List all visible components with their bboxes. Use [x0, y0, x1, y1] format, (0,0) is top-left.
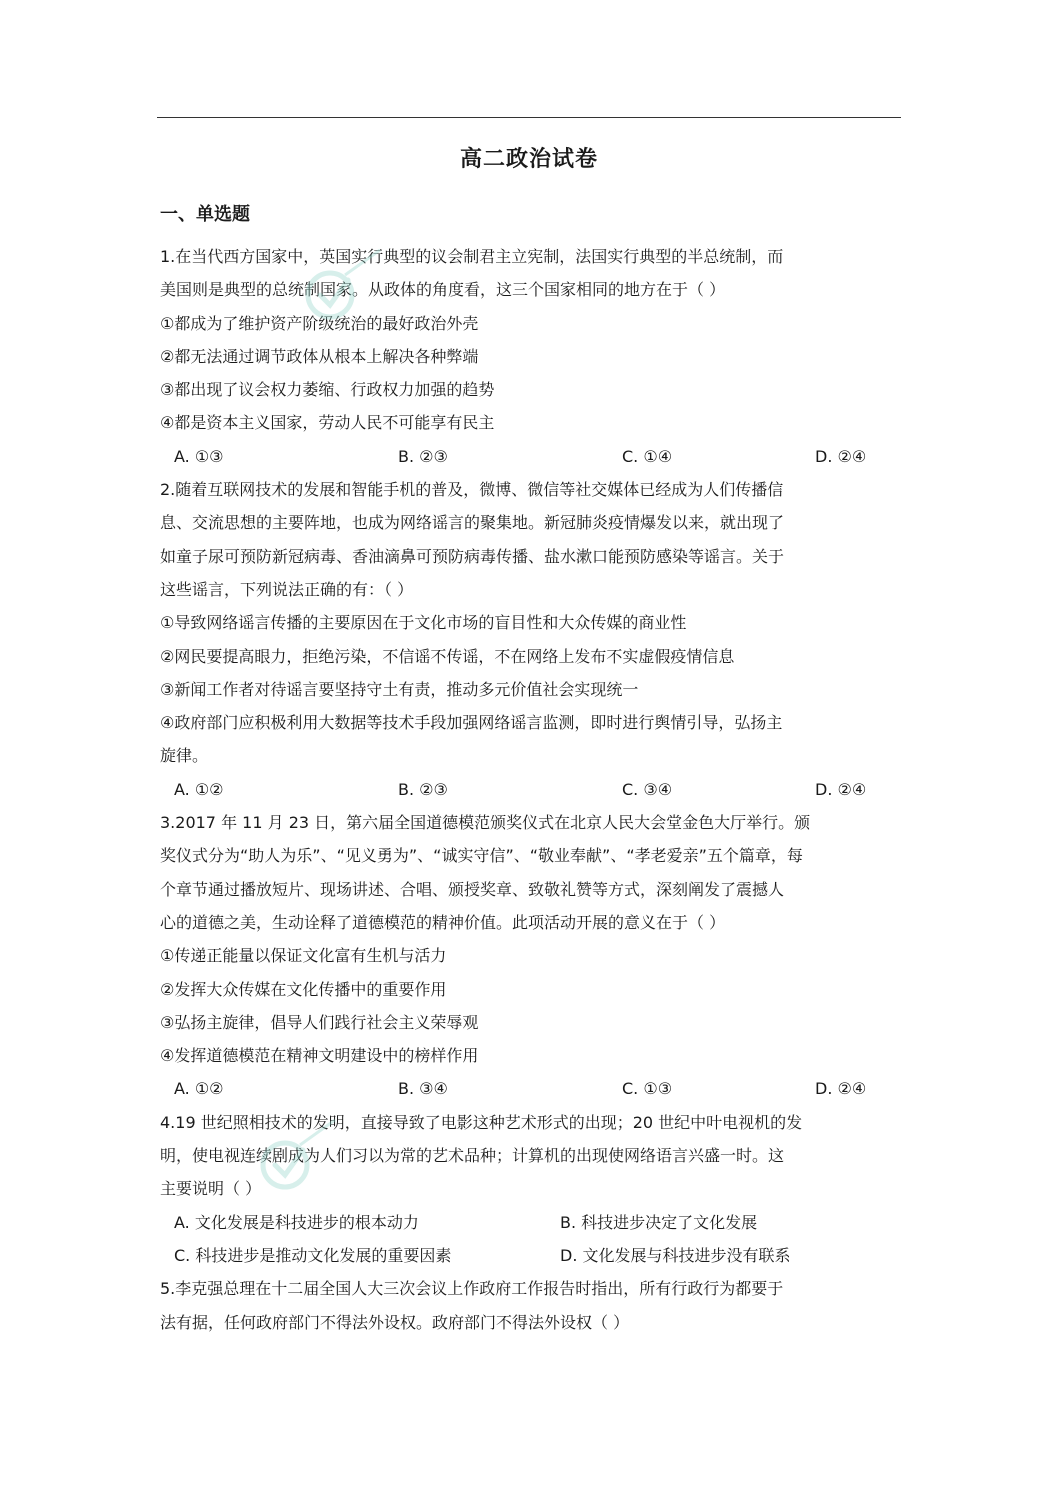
- options-row: [160, 1072, 900, 1105]
- options-row: [160, 773, 900, 806]
- statement: ①传递正能量以保证文化富有生机与活力: [160, 946, 447, 966]
- option-b: B. ③④: [398, 1079, 448, 1099]
- question-3: [160, 806, 900, 1106]
- question-2: [160, 473, 900, 806]
- question-stem-line: 2.随着互联网技术的发展和智能手机的普及，微博、微信等社交媒体已经成为人们传播信: [160, 480, 784, 500]
- statement: ①导致网络谣言传播的主要原因在于文化市场的盲目性和大众传媒的商业性: [160, 613, 687, 633]
- option-c: C. ③④: [622, 779, 673, 799]
- option-a: A. 文化发展是科技进步的根本动力: [174, 1212, 419, 1232]
- option-c: C. ①④: [622, 446, 673, 466]
- question-stem-line: 美国则是典型的总统制国家。从政体的角度看，这三个国家相同的地方在于（ ）: [160, 280, 726, 300]
- question-stem-line: 3.2017 年 11 月 23 日，第六届全国道德模范颁奖仪式在北京人民大会堂金色大厅举行。颁: [160, 813, 811, 833]
- statement: ④发挥道德模范在精神文明建设中的榜样作用: [160, 1046, 479, 1066]
- question-5: [160, 1272, 900, 1339]
- option-a: A. ①②: [174, 779, 224, 799]
- options-row: [160, 1239, 900, 1272]
- header-rule: [157, 117, 901, 118]
- option-b: B. ②③: [398, 446, 448, 466]
- watermark-logo-icon: [255, 1110, 345, 1200]
- statement: ③都出现了议会权力萎缩、行政权力加强的趋势: [160, 380, 495, 400]
- options-row: [160, 1206, 900, 1239]
- question-stem-line: 4.19 世纪照相技术的发明，直接导致了电影这种艺术形式的出现；20 世纪中叶电视机的发: [160, 1112, 803, 1132]
- question-stem-line: 主要说明（ ）: [160, 1179, 262, 1199]
- statement: ④都是资本主义国家，劳动人民不可能享有民主: [160, 413, 495, 433]
- statement: ②发挥大众传媒在文化传播中的重要作用: [160, 979, 447, 999]
- question-stem-line: 5.李克强总理在十二届全国人大三次会议上作政府工作报告时指出，所有行政行为都要于: [160, 1279, 784, 1299]
- option-d: D. ②④: [815, 1079, 867, 1099]
- page-title: 高二政治试卷: [459, 147, 598, 172]
- option-b: B. 科技进步决定了文化发展: [560, 1212, 758, 1232]
- option-c: C. ①③: [622, 1079, 673, 1099]
- statement: 旋律。: [160, 746, 209, 766]
- statement: ③弘扬主旋律，倡导人们践行社会主义荣辱观: [160, 1012, 479, 1032]
- statement: ③新闻工作者对待谣言要坚持守土有责，推动多元价值社会实现统一: [160, 679, 639, 699]
- question-stem-line: 如童子尿可预防新冠病毒、香油滴鼻可预防病毒传播、盐水漱口能预防感染等谣言。关于: [160, 546, 785, 566]
- statement: ①都成为了维护资产阶级统治的最好政治外壳: [160, 313, 479, 333]
- watermark-logo-icon: [300, 240, 390, 330]
- option-c: C. 科技进步是推动文化发展的重要因素: [174, 1245, 452, 1265]
- question-stem-line: 1.在当代西方国家中，英国实行典型的议会制君主立宪制，法国实行典型的半总统制，而: [160, 247, 784, 266]
- question-stem-line: 法有据，任何政府部门不得法外设权。政府部门不得法外设权（ ）: [160, 1312, 630, 1332]
- statement: ②网民要提高眼力，拒绝污染，不信谣不传谣，不在网络上发布不实虚假疫情信息: [160, 646, 735, 666]
- question-stem-line: 明，使电视连续剧成为人们习以为常的艺术品种；计算机的出现使网络语言兴盛一时。这: [160, 1146, 785, 1166]
- question-1: [160, 240, 900, 473]
- option-b: B. ②③: [398, 779, 448, 799]
- question-stem-line: 心的道德之美，生动诠释了道德模范的精神价值。此项活动开展的意义在于（ ）: [160, 912, 726, 932]
- statement: ④政府部门应积极利用大数据等技术手段加强网络谣言监测，即时进行舆情引导，弘扬主: [160, 713, 783, 733]
- option-a: A. ①③: [174, 446, 224, 466]
- question-stem-line: 这些谣言，下列说法正确的有：（ ）: [160, 579, 414, 599]
- option-d: D. 文化发展与科技进步没有联系: [560, 1245, 791, 1265]
- statement: ②都无法通过调节政体从根本上解决各种弊端: [160, 346, 479, 366]
- question-stem-line: 个章节通过播放短片、现场讲述、合唱、颁授奖章、致敬礼赞等方式，深刻阐发了震撼人: [160, 879, 785, 899]
- option-d: D. ②④: [815, 446, 867, 466]
- question-stem-line: 奖仪式分为“助人为乐”、“见义勇为”、“诚实守信”、“敬业奉献”、“孝老爱亲”五个篇章，每: [160, 846, 803, 866]
- options-row: [160, 440, 900, 473]
- option-d: D. ②④: [815, 779, 867, 799]
- section-heading: 一、单选题: [160, 204, 250, 225]
- option-a: A. ①②: [174, 1079, 224, 1099]
- question-stem-line: 息、交流思想的主要阵地，也成为网络谣言的聚集地。新冠肺炎疫情爆发以来，就出现了: [160, 513, 785, 533]
